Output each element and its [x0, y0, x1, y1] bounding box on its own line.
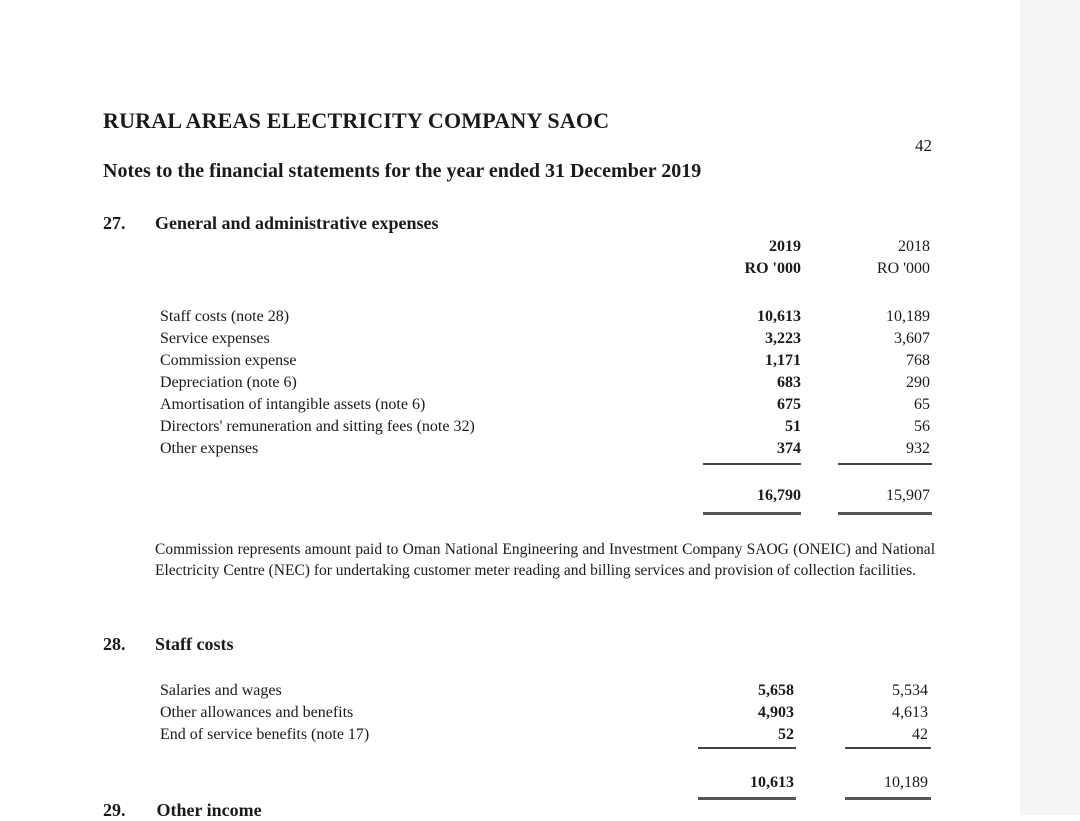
value-2019: 4,903	[758, 704, 794, 721]
note-27-values-2018	[840, 306, 930, 460]
value-2019: 675	[777, 396, 801, 413]
statement-subtitle: Notes to the financial statements for the year ended 31 December 2019	[103, 160, 702, 182]
row-label: Amortisation of intangible assets (note 6)	[160, 396, 426, 413]
value-2018: 56	[914, 418, 930, 435]
note-28-values-2018	[838, 680, 928, 746]
row-label: Depreciation (note 6)	[160, 374, 297, 391]
note-28-title: Staff costs	[155, 634, 234, 654]
value-2019: 52	[778, 726, 794, 743]
row-label: End of service benefits (note 17)	[160, 726, 370, 743]
value-2019: 1,171	[765, 352, 801, 369]
subtotal-rule-2019	[698, 747, 796, 749]
row-label: Directors' remuneration and sitting fees (note 32)	[160, 418, 475, 435]
note-29-heading	[103, 800, 262, 821]
value-2018: 290	[906, 374, 930, 391]
column-unit-2018: RO '000	[876, 260, 930, 277]
note-27-total-2019: 16,790	[757, 487, 801, 504]
note-29-title: Other income	[156, 800, 262, 820]
total-rule-2019	[703, 512, 801, 515]
page-margin-strip	[1020, 0, 1080, 815]
row-label: Salaries and wages	[160, 682, 282, 699]
note-28-total-2019: 10,613	[750, 774, 794, 791]
column-header-2019	[681, 236, 801, 280]
page-number: 42	[915, 136, 932, 155]
value-2019: 374	[777, 440, 801, 457]
value-2018: 10,189	[886, 308, 930, 325]
column-header-2018	[810, 236, 930, 280]
subtotal-rule-2019	[703, 463, 801, 465]
total-rule-2018	[845, 797, 931, 800]
note-27-values-2019	[711, 306, 801, 460]
value-2018: 5,534	[892, 682, 928, 699]
value-2018: 932	[906, 440, 930, 457]
note-28-values-2019	[704, 680, 794, 746]
value-2018: 42	[912, 726, 928, 743]
row-label: Staff costs (note 28)	[160, 308, 290, 325]
row-label: Other allowances and benefits	[160, 704, 354, 721]
note-27-number: 27.	[103, 213, 126, 233]
value-2019: 3,223	[765, 330, 801, 347]
note-27-title: General and administrative expenses	[155, 213, 439, 233]
row-label: Other expenses	[160, 440, 259, 457]
subtotal-rule-2018	[838, 463, 932, 465]
note-29-number: 29.	[103, 800, 126, 820]
note-28-labels	[160, 680, 369, 746]
value-2019: 5,658	[758, 682, 794, 699]
note-28-number: 28.	[103, 634, 126, 654]
value-2019: 683	[777, 374, 801, 391]
value-2019: 10,613	[757, 308, 801, 325]
note-27-labels	[160, 306, 475, 460]
note-27-total-2018: 15,907	[886, 487, 930, 504]
row-label: Commission expense	[160, 352, 297, 369]
total-rule-2019	[698, 797, 796, 800]
column-year-2018: 2018	[898, 238, 930, 255]
row-label: Service expenses	[160, 330, 270, 347]
column-year-2019: 2019	[769, 238, 801, 255]
value-2019: 51	[785, 418, 801, 435]
subtotal-rule-2018	[845, 747, 931, 749]
total-rule-2018	[838, 512, 932, 515]
company-name: RURAL AREAS ELECTRICITY COMPANY SAOC	[103, 108, 610, 133]
column-unit-2019: RO '000	[744, 260, 801, 277]
note-28-total-2018: 10,189	[884, 774, 928, 791]
commission-note-paragraph: Commission represents amount paid to Oman National Engineering and Investment Company SAOG (ONEIC) and National Electricity Centre (NEC) for undertaking customer meter reading and billing services and provision of collection facilities.	[155, 541, 935, 579]
value-2018: 768	[906, 352, 930, 369]
value-2018: 65	[914, 396, 930, 413]
value-2018: 4,613	[892, 704, 928, 721]
value-2018: 3,607	[894, 330, 930, 347]
